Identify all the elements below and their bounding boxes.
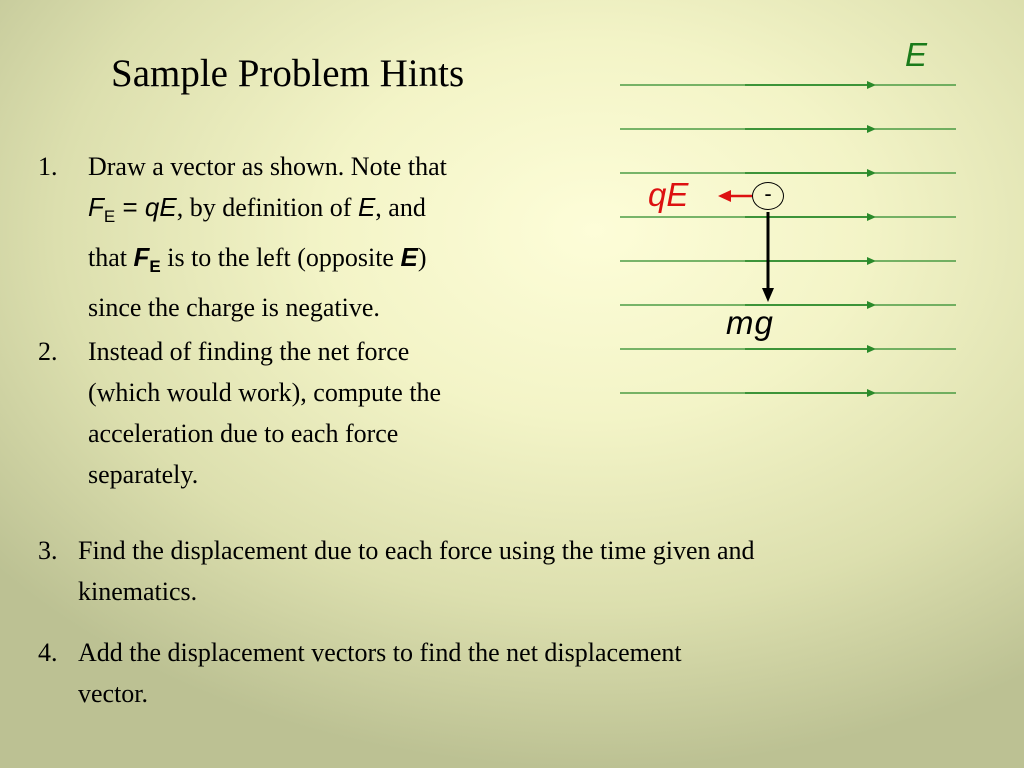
gravity-label: mg	[726, 304, 774, 341]
field-line-arrowhead	[867, 213, 876, 221]
negative-charge: -	[752, 182, 784, 210]
gravity-arrowhead	[762, 288, 774, 302]
slide-title: Sample Problem Hints	[111, 52, 465, 95]
force-subscript: E	[103, 207, 116, 226]
item-2-line-3: acceleration due to each force	[88, 419, 399, 448]
item-2-line-2: (which would work), compute the	[88, 378, 442, 407]
force-symbol-bold: F	[133, 242, 150, 272]
item-3-number: 3.	[38, 536, 58, 565]
item-2-number: 2.	[38, 337, 58, 366]
gravity-arrow	[762, 212, 774, 302]
item-1-line-2: $F_E$ = qE, by definition of E, and	[88, 192, 426, 226]
item-4-line-1: Add the displacement vectors to find the net displacement	[78, 638, 682, 667]
field-lines	[620, 81, 956, 397]
electric-force-label: qE	[648, 176, 689, 213]
item-2-line-1: Instead of finding the net force	[88, 337, 410, 366]
item-1-number: 1.	[38, 152, 58, 181]
item-3-line-1: Find the displacement due to each force using the time given and	[78, 536, 755, 565]
item-2-line-4: separately.	[88, 460, 199, 489]
item-4-line-2: vector.	[78, 679, 149, 708]
field-line-arrowhead	[867, 81, 876, 89]
item-4-number: 4.	[38, 638, 58, 667]
field-line-arrowhead	[867, 345, 876, 353]
electric-force-arrow	[718, 190, 752, 202]
item-1-line-3: that $F_E$ is to the left (opposite E)	[88, 242, 427, 276]
item-1-line-1: Draw a vector as shown. Note that	[88, 152, 447, 181]
field-line-arrowhead	[867, 125, 876, 133]
item-3-line-2: kinematics.	[78, 577, 198, 606]
item-1-line-4: since the charge is negative.	[88, 293, 380, 322]
field-line-arrowhead	[867, 169, 876, 177]
field-line-arrowhead	[867, 301, 876, 309]
force-symbol: F	[88, 192, 104, 222]
field-line-arrowhead	[867, 257, 876, 265]
electric-force-arrowhead	[718, 190, 731, 202]
field-line-arrowhead	[867, 389, 876, 397]
field-label: E	[905, 36, 928, 73]
